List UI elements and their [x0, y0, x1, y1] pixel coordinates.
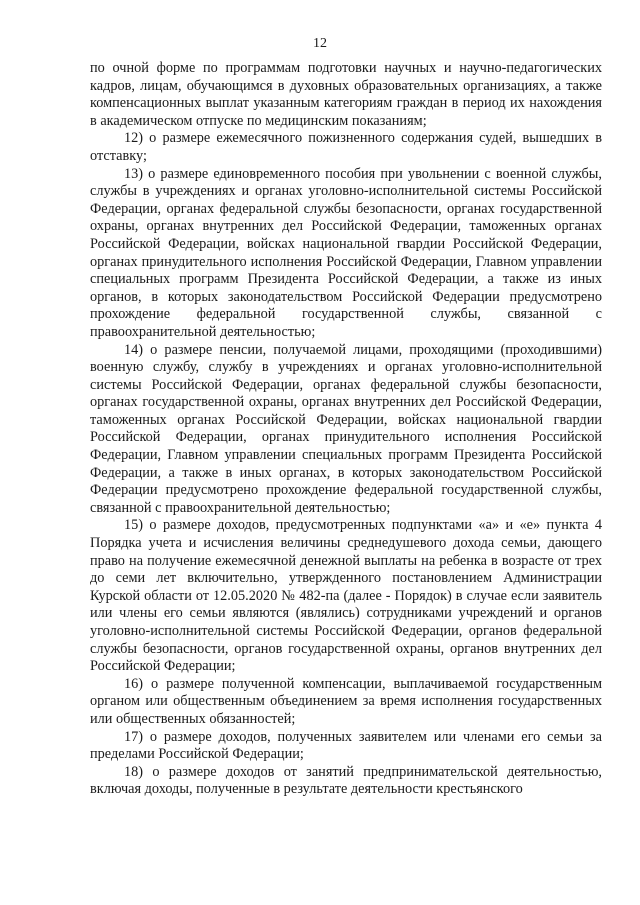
document-body — [90, 60, 602, 799]
paragraph-16: 16) о размере полученной компенсации, выплачиваемой государственным органом или общественным объединением за время исполнения государственных или общественных обязанностей; — [90, 675, 602, 727]
paragraph-17: 17) о размере доходов, полученных заявителем или членами его семьи за пределами Российской Федерации; — [90, 728, 602, 763]
paragraph-13: 13) о размере единовременного пособия при увольнении с военной службы, службы в учреждениях и органах уголовно-исполнительной системы Российской Федерации, органах федеральной службы безопасности, органах государственной охраны, органах внутренних дел Российской Федерации, таможенных органах Российской Федерации, войсках национальной гвардии Российской Федерации, органах принудительного исполнения Российской Федерации, Главном управлении специальных программ Президента Российской Федерации, а также из иных органов, в которых законодательством Российской Федерации предусмотрено прохождение федеральной государственной службы, связанной с правоохранительной деятельностью; — [90, 165, 602, 340]
paragraph-15: 15) о размере доходов, предусмотренных подпунктами «а» и «е» пункта 4 Порядка учета и исчисления величины среднедушевого дохода семьи, дающего право на получение ежемесячной денежной выплаты на ребенка в возрасте от трех до семи лет включительно, утвержденного постановлением Администрации Курской области от 12.05.2020 № 482-па (далее - Порядок) в случае если заявитель или члены его семьи являются (являлись) сотрудниками учреждений и органов уголовно-исполнительной системы Российской Федерации, органов федеральной службы безопасности, органов государственной охраны, органов внутренних дел Российской Федерации; — [90, 517, 602, 675]
paragraph-14: 14) о размере пенсии, получаемой лицами, проходящими (проходившими) военную службу, службу в учреждениях и органах уголовно-исполнительной системы Российской Федерации, органах федеральной службы безопасности, органах государственной охраны, органах внутренних дел Российской Федерации, таможенных органах Российской Федерации, войсках национальной гвардии Российской Федерации, органах принудительного исполнения Российской Федерации, Главном управлении специальных программ Президента Российской Федерации, а также в иных органах, в которых законодательством Российской Федерации предусмотрено прохождение федеральной государственной службы, связанной с правоохранительной деятельностью; — [90, 341, 602, 516]
paragraph-11-continuation: по очной форме по программам подготовки научных и научно-педагогических кадров, лицам, обучающимся в духовных образовательных организациях, а также компенсационных выплат указанным категориям граждан в период их нахождения в академическом отпуске по медицинским показаниям; — [90, 60, 602, 129]
page-number: 12 — [313, 36, 327, 51]
paragraph-18: 18) о размере доходов от занятий предпринимательской деятельностью, включая доходы, полученные в результате деятельности крестьянского — [90, 763, 602, 798]
paragraph-12: 12) о размере ежемесячного пожизненного содержания судей, вышедших в отставку; — [90, 130, 602, 164]
